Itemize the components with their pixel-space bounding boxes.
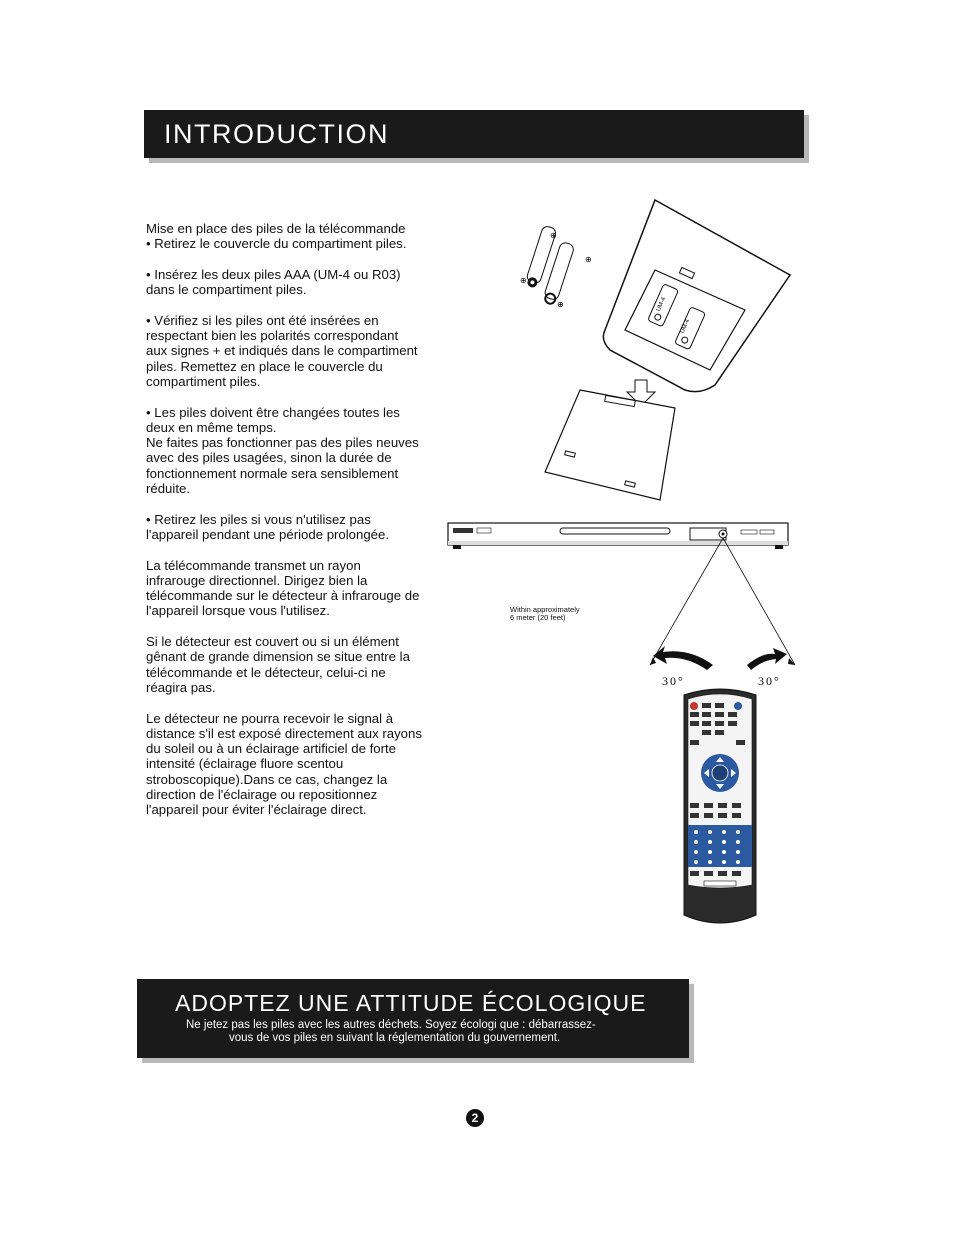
battery-installation-illustration [505,190,795,510]
eco-text-line-2: vous de vos piles en suivant la réglementation du gouvernement. [229,1032,561,1044]
angle-left-label: 30° [662,674,685,688]
introduction-banner [144,110,804,158]
paragraph-check-polarity: • Vérifiez si les piles ont été insérées en respectant bien les polarités correspondant aux signes + et indiqués dans le compartiment piles. Remettez en place le couvercle du compartiment piles. [146,312,418,389]
section-title: INTRODUCTION [164,119,389,149]
svg-text:⊕: ⊕ [520,276,527,285]
remote-control-illustration [680,685,760,927]
paragraph-remove-batteries: • Retirez les piles si vous n'utilisez pas l'appareil pendant une période prolongée. [146,511,390,542]
battery-label-1: UM-4 [655,296,668,313]
range-label: Within approximately 6 meter (20 feet) [510,605,580,622]
paragraph-battery-setup: Mise en place des piles de la télécommande • Retirez le couvercle du compartiment piles. [146,221,407,252]
paragraph-obstacle: Si le détecteur est couvert ou si un élément gênant de grande dimension se situe entre la télécommande et le détecteur, celui-ci ne réagira pas. [146,634,410,695]
power-icon [690,702,698,710]
battery-label-2: UM-4 [679,318,692,335]
svg-text:⊕: ⊕ [557,300,564,309]
eco-title: ADOPTEZ UNE ATTITUDE ÉCOLOGIQUE [175,990,647,1016]
svg-text:⊕: ⊕ [585,255,592,264]
page-number: 2 [466,1109,484,1127]
instructions-text [146,221,491,833]
paragraph-replace-together: • Les piles doivent être changées toutes les deux en même temps. Ne faites pas fonctionner pas des piles neuves avec des piles usagées, sinon la durée de fonctionnement normale sera sensiblement réduite. [146,404,419,497]
eco-text-line-1: Ne jetez pas les piles avec les autres déchets. Soyez écologi que : débarrassez- [186,1019,596,1031]
angle-right-label: 30° [758,674,781,688]
paragraph-infrared: La télécommande transmet un rayon infrarouge directionnel. Dirigez bien la télécommande sur le détecteur à infrarouge de l'appareil lorsque vous l'utilisez. [146,557,420,619]
paragraph-insert-batteries: • Insérez les deux piles AAA (UM-4 ou R03) dans le compartiment piles. [146,266,401,298]
eco-banner [137,979,689,1058]
ir-range-illustration [445,520,800,680]
svg-text:⊕: ⊕ [550,231,557,240]
paragraph-light-interference: Le détecteur ne pourra recevoir le signal à distance s'il est exposé directement aux rayons du soleil ou à un éclairage artificiel de forte intensité (éclairage fluore scentou stroboscopique).Dans ce cas, changez la direction de l'éclairage ou repositionnez l'appareil pour éviter l'éclairage direct. [146,710,422,818]
